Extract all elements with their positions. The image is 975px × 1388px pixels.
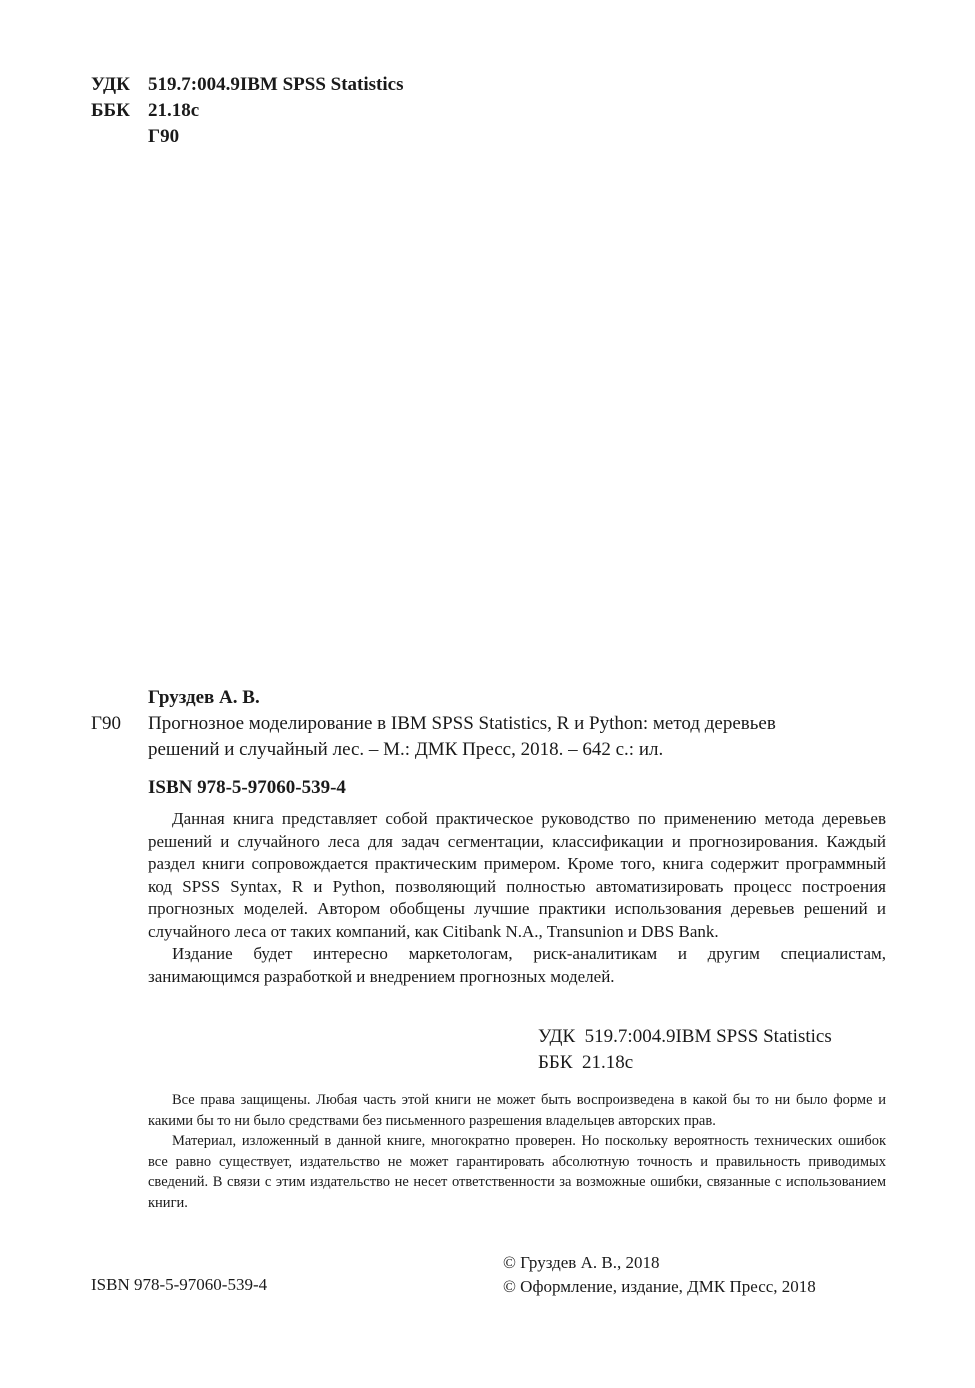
catalog-card <box>91 685 891 801</box>
bottom-bbk: ББК 21.18с <box>538 1052 634 1073</box>
annotation-paragraph-1: Данная книга представляет собой практическое руководство по применению метода деревьев решений и случайного леса для задач сегментации, классификации и прогнозирования. Каждый раздел книги сопровождается практическим примером. Кроме того, книга содержит программный код SPSS Syntax, R и Python, позволяющий полностью автоматизировать процесс построения прогнозных моделей. Автором обобщены лучшие практики использования деревьев решений и случайного леса от таких компаний, как Citibank N.A., Transunion и DBS Bank. <box>148 809 886 941</box>
annotation <box>148 808 886 988</box>
rights-paragraph-2: Материал, изложенный в данной книге, многократно проверен. Но поскольку вероятность технических ошибок все равно существует, издательство не может гарантировать абсолютную точность и правильность приводимых сведений. В связи с этим издательство не несет ответственности за возможные ошибки, связанные с использованием книги. <box>148 1133 886 1211</box>
bbk-row <box>91 98 403 124</box>
bbk-value: 21.18с <box>148 100 200 121</box>
author-name: Груздев А. В. <box>148 687 260 708</box>
copyright-block <box>503 1251 816 1299</box>
bottom-classification-codes <box>538 1024 832 1076</box>
catalog-code: Г90 <box>91 713 121 734</box>
footer-isbn: ISBN 978-5-97060-539-4 <box>91 1275 268 1294</box>
copyright-publisher: © Оформление, издание, ДМК Пресс, 2018 <box>503 1277 816 1296</box>
copyright-author: © Груздев А. В., 2018 <box>503 1253 660 1272</box>
classification-codes <box>91 72 403 150</box>
udk-label: УДК <box>91 74 130 95</box>
rights-paragraph-1: Все права защищены. Любая часть этой книги не может быть воспроизведена в какой бы то ни было форме и какими бы то ни было средствами без письменного разрешения владельцев авторских прав. <box>148 1092 886 1129</box>
annotation-paragraph-2: Издание будет интересно маркетологам, риск-аналитикам и другим специалистам, занимающимся разработкой и внедрением прогнозных моделей. <box>148 944 886 986</box>
book-title <box>148 711 891 763</box>
rights-notice <box>148 1090 886 1213</box>
catalog-isbn: ISBN 978-5-97060-539-4 <box>148 777 346 798</box>
book-title-line2: решений и случайный лес. – М.: ДМК Пресс, 2018. – 642 с.: ил. <box>148 739 664 760</box>
author-code-row <box>91 124 403 150</box>
bottom-udk: УДК 519.7:004.9IBM SPSS Statistics <box>538 1026 832 1047</box>
book-title-line1: Прогнозное моделирование в IBM SPSS Statistics, R и Python: метод деревьев <box>148 713 776 734</box>
author-code: Г90 <box>148 126 180 147</box>
udk-row <box>91 72 403 98</box>
udk-value: 519.7:004.9IBM SPSS Statistics <box>148 74 404 95</box>
bbk-label: ББК <box>91 100 130 121</box>
